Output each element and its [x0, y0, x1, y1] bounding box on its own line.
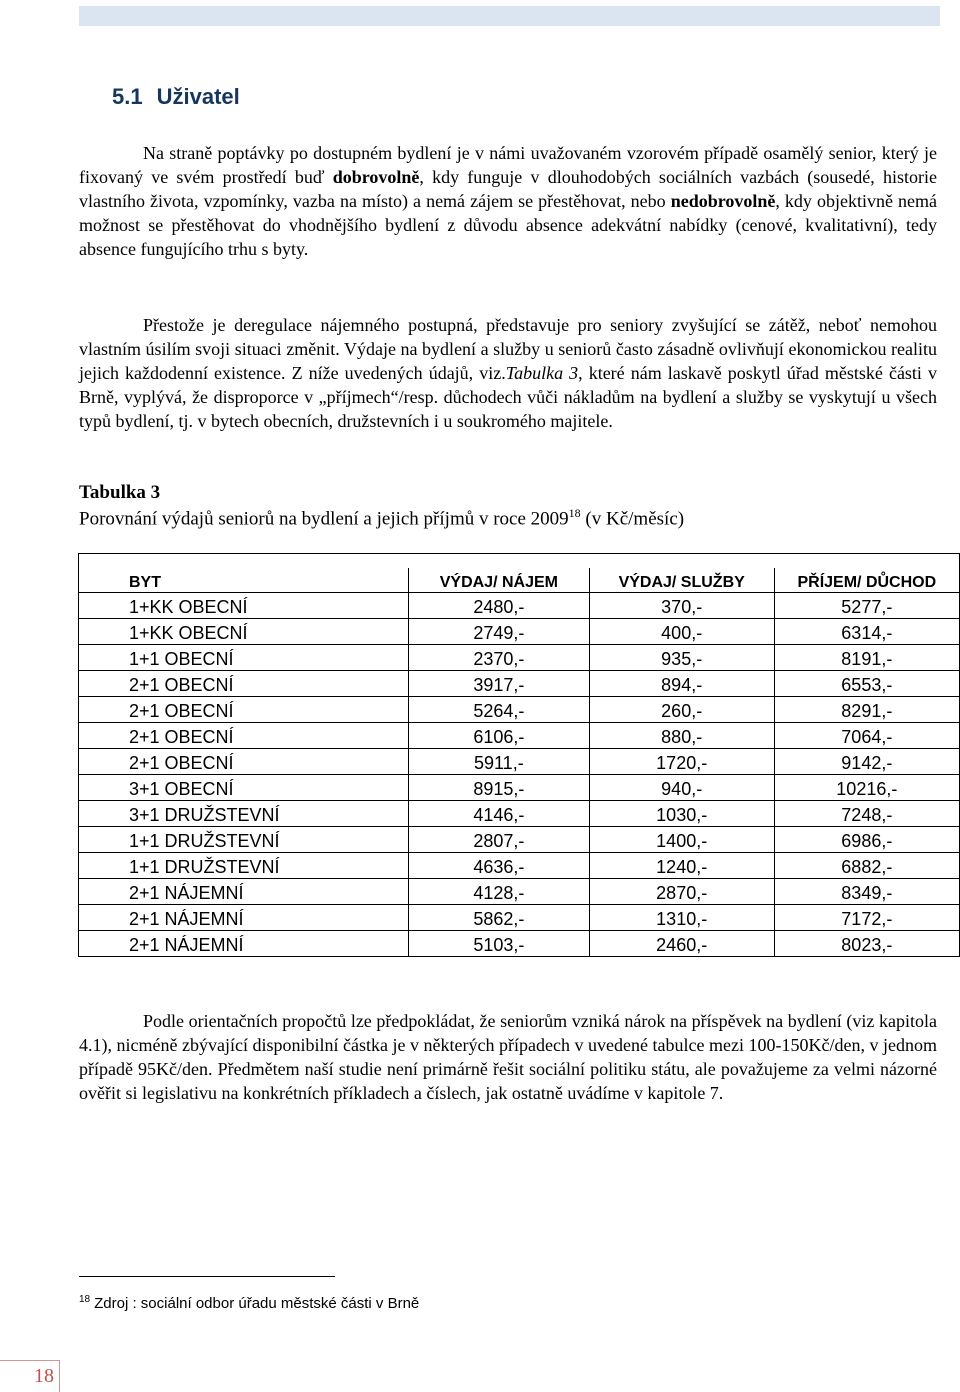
header-vydaj-najem: VÝDAJ/ NÁJEM — [408, 568, 589, 593]
cell-vydaj-najem: 4636,- — [408, 853, 589, 879]
cell-vydaj-najem: 4146,- — [408, 801, 589, 827]
p1-text-3: , kdy objektivně nemá možnost se přestěhovat do vhodnějšího bydlení z důvodu absence adekvátní nabídky (cenové, kvalitativní), tedy absence fungujícího trhu s byty. — [79, 191, 937, 259]
table-caption-subtitle — [79, 506, 684, 530]
cell-byt: 1+1 DRUŽSTEVNÍ — [79, 853, 409, 879]
table-row — [79, 931, 960, 957]
p1-text-2: , kdy funguje v dlouhodobých sociálních vazbách (sousedé, historie vlastního života, vzpomínky, vazba na místo) a nemá zájem se přestěhovat, nebo — [79, 167, 937, 211]
cell-byt: 1+1 DRUŽSTEVNÍ — [79, 827, 409, 853]
cell-vydaj-najem: 2480,- — [408, 593, 589, 619]
cell-byt: 2+1 NÁJEMNÍ — [79, 879, 409, 905]
cell-vydaj-najem: 8915,- — [408, 775, 589, 801]
cell-vydaj-najem: 5911,- — [408, 749, 589, 775]
cell-byt: 2+1 NÁJEMNÍ — [79, 905, 409, 931]
table-row — [79, 697, 960, 723]
table-row — [79, 593, 960, 619]
cell-byt: 2+1 OBECNÍ — [79, 723, 409, 749]
cell-vydaj-najem: 5264,- — [408, 697, 589, 723]
table-row — [79, 619, 960, 645]
cell-prijem-duchod: 7172,- — [774, 905, 959, 931]
cell-vydaj-najem: 2370,- — [408, 645, 589, 671]
cell-byt: 3+1 DRUŽSTEVNÍ — [79, 801, 409, 827]
table-row — [79, 905, 960, 931]
cell-vydaj-sluzby: 2870,- — [589, 879, 774, 905]
cell-prijem-duchod: 6314,- — [774, 619, 959, 645]
p2-table-ref: Tabulka 3 — [505, 363, 579, 383]
cell-vydaj-sluzby: 2460,- — [589, 931, 774, 957]
p1-text-1: Na straně poptávky po dostupném bydlení je v námi uvažovaném vzorovém případě osamělý senior, který je fixovaný ve svém prostředí buď — [79, 143, 937, 187]
cell-byt: 2+1 OBECNÍ — [79, 749, 409, 775]
cell-vydaj-sluzby: 940,- — [589, 775, 774, 801]
cell-vydaj-sluzby: 260,- — [589, 697, 774, 723]
cell-vydaj-sluzby: 935,- — [589, 645, 774, 671]
header-vydaj-sluzby: VÝDAJ/ SLUŽBY — [589, 568, 774, 593]
footnote-number: 18 — [79, 1294, 91, 1305]
cell-vydaj-najem: 2749,- — [408, 619, 589, 645]
cell-prijem-duchod: 9142,- — [774, 749, 959, 775]
table-row — [79, 827, 960, 853]
table-row — [79, 853, 960, 879]
paragraph-2 — [79, 313, 937, 433]
cell-prijem-duchod: 7248,- — [774, 801, 959, 827]
cell-vydaj-sluzby: 400,- — [589, 619, 774, 645]
section-number: 5.1 — [112, 84, 143, 109]
cell-vydaj-sluzby: 1400,- — [589, 827, 774, 853]
cell-prijem-duchod: 7064,- — [774, 723, 959, 749]
cell-prijem-duchod: 8191,- — [774, 645, 959, 671]
table-spacer-row — [79, 554, 960, 569]
cell-byt: 2+1 OBECNÍ — [79, 671, 409, 697]
paragraph-1 — [79, 141, 937, 261]
cell-vydaj-sluzby: 1720,- — [589, 749, 774, 775]
table-row — [79, 879, 960, 905]
footnote-text: Zdroj : sociální odbor úřadu městské části v Brně — [94, 1295, 420, 1312]
header-byt: BYT — [79, 568, 409, 593]
cell-vydaj-sluzby: 880,- — [589, 723, 774, 749]
cell-byt: 1+KK OBECNÍ — [79, 619, 409, 645]
cell-byt: 1+1 OBECNÍ — [79, 645, 409, 671]
paragraph-3: Podle orientačních propočtů lze předpokládat, že seniorům vzniká nárok na příspěvek na bydlení (viz kapitola 4.1), nicméně zbývající disponibilní částka je v některých případech v uvedené tabulce mezi 100-150Kč/den, v jednom případě 95Kč/den. Předmětem naší studie není primárně řešit sociální politiku státu, ale považujeme za velmi názorné ověřit si legislativu na konkrétních příkladech a číslech, jak ostatně uvádíme v kapitole 7. — [79, 1011, 937, 1103]
cell-vydaj-najem: 5103,- — [408, 931, 589, 957]
cell-prijem-duchod: 10216,- — [774, 775, 959, 801]
p1-bold-voluntary: dobrovolně — [332, 167, 420, 187]
table-row — [79, 723, 960, 749]
header-prijem-duchod: PŘÍJEM/ DŮCHOD — [774, 568, 959, 593]
footnote — [79, 1294, 419, 1312]
table-row — [79, 801, 960, 827]
cell-prijem-duchod: 8291,- — [774, 697, 959, 723]
p2-text-2: , které nám laskavě poskytl úřad městské části v Brně, vyplývá, že disproporce v „příjmech“/resp. důchodech vůči nákladům na bydlení a služby se vyskytují u všech typů bydlení, tj. v bytech obecních, družstevních i u soukromého majitele. — [79, 363, 937, 431]
header-bar — [79, 6, 940, 26]
cell-vydaj-sluzby: 1030,- — [589, 801, 774, 827]
cell-vydaj-najem: 4128,- — [408, 879, 589, 905]
cell-vydaj-sluzby: 1240,- — [589, 853, 774, 879]
section-title: Uživatel — [156, 84, 240, 109]
p2-text-1: Přestože je deregulace nájemného postupná, představuje pro seniory zvyšující se zátěž, neboť nemohou vlastním úsilím svoji situaci změnit. Výdaje na bydlení a služby u seniorů často zásadně ovlivňují ekonomickou realitu jejich každodenní existence. Z níže uvedených údajů, viz. — [79, 315, 937, 383]
caption-unit: (v Kč/měsíc) — [580, 508, 685, 530]
caption-footnote-ref: 18 — [568, 506, 581, 520]
cell-prijem-duchod: 8349,- — [774, 879, 959, 905]
table-row — [79, 645, 960, 671]
table-header-row — [79, 568, 960, 593]
cell-byt: 3+1 OBECNÍ — [79, 775, 409, 801]
cell-byt: 1+KK OBECNÍ — [79, 593, 409, 619]
cell-prijem-duchod: 6986,- — [774, 827, 959, 853]
caption-subtitle-text: Porovnání výdajů seniorů na bydlení a jejich příjmů v roce 2009 — [79, 508, 569, 530]
table-row — [79, 749, 960, 775]
cell-vydaj-najem: 2807,- — [408, 827, 589, 853]
cell-vydaj-najem: 5862,- — [408, 905, 589, 931]
cell-byt: 2+1 NÁJEMNÍ — [79, 931, 409, 957]
section-heading — [112, 84, 240, 110]
cell-vydaj-sluzby: 894,- — [589, 671, 774, 697]
cell-vydaj-najem: 3917,- — [408, 671, 589, 697]
cell-byt: 2+1 OBECNÍ — [79, 697, 409, 723]
page-number: 18 — [34, 1365, 54, 1387]
table-caption-title: Tabulka 3 — [79, 482, 161, 503]
p1-bold-involuntary: nedobrovolně — [670, 191, 776, 211]
cell-prijem-duchod: 6553,- — [774, 671, 959, 697]
table-row — [79, 775, 960, 801]
data-table — [78, 553, 960, 957]
cell-prijem-duchod: 5277,- — [774, 593, 959, 619]
cell-prijem-duchod: 6882,- — [774, 853, 959, 879]
cell-vydaj-najem: 6106,- — [408, 723, 589, 749]
cell-prijem-duchod: 8023,- — [774, 931, 959, 957]
table-row — [79, 671, 960, 697]
cell-vydaj-sluzby: 1310,- — [589, 905, 774, 931]
footnote-separator — [79, 1276, 335, 1277]
cell-vydaj-sluzby: 370,- — [589, 593, 774, 619]
